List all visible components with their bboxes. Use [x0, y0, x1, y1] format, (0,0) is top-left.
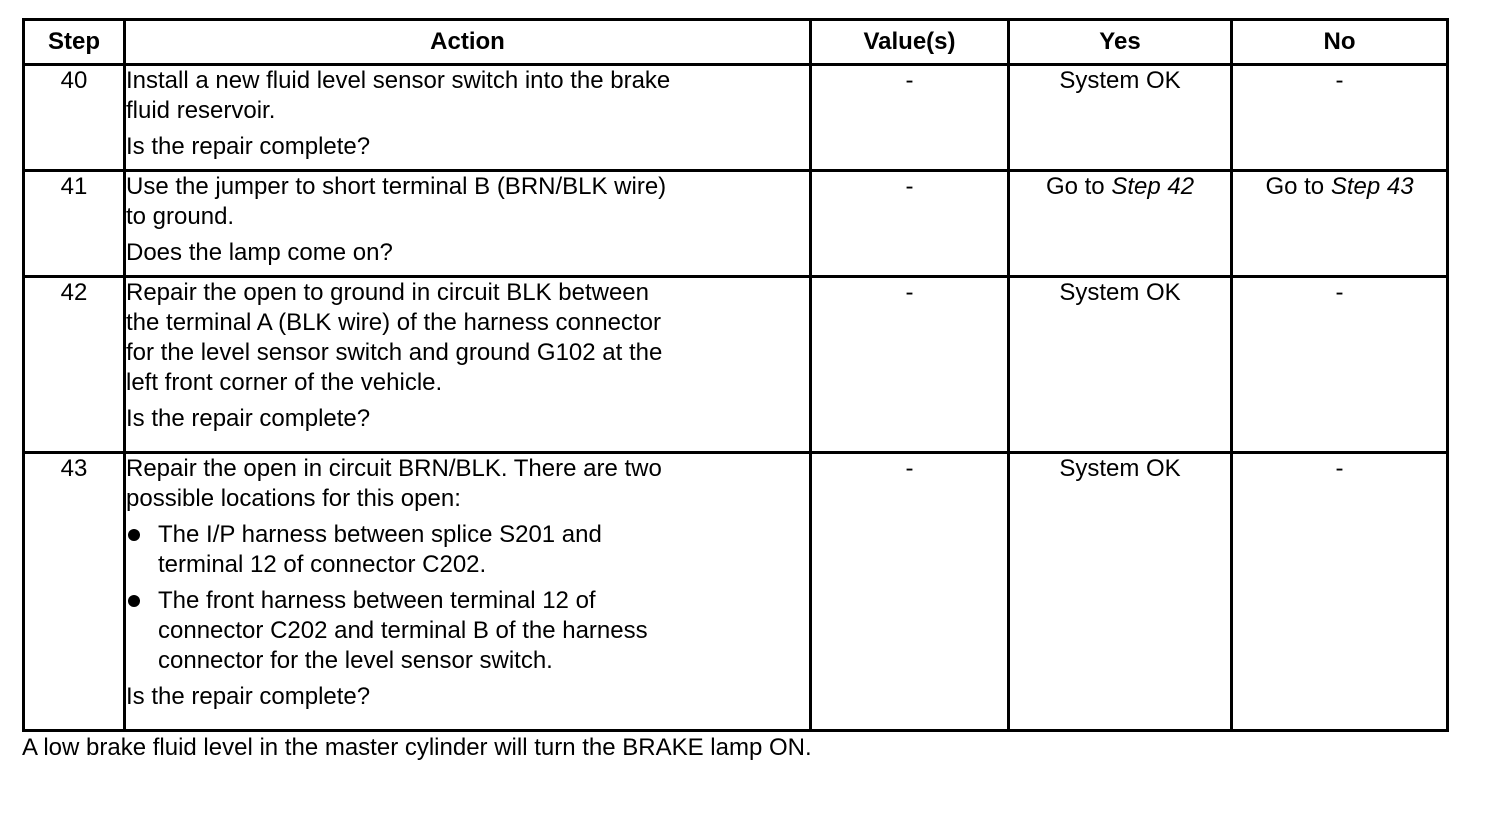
no-cell: [1232, 171, 1448, 277]
action-text: [126, 278, 809, 398]
yes-prefix: Go to: [1045, 173, 1112, 200]
header-values: Value(s): [811, 20, 1009, 65]
step-number: 41: [24, 171, 125, 277]
action-text: [126, 454, 809, 514]
yes-text: System OK: [1059, 67, 1181, 94]
bullet-item: [126, 520, 809, 580]
action-line: to ground.: [126, 203, 235, 230]
action-cell: [125, 453, 811, 731]
step-number: 43: [24, 453, 125, 731]
no-cell: [1232, 65, 1448, 171]
table-row: [24, 277, 1448, 453]
bullet-item: [126, 586, 809, 676]
values-cell: [811, 171, 1009, 277]
action-question: Is the repair complete?: [126, 133, 371, 160]
no-cell: [1232, 453, 1448, 731]
action-question: Does the lamp come on?: [126, 239, 393, 266]
table-row: [24, 171, 1448, 277]
header-action: Action: [125, 20, 811, 65]
bullet-line: The I/P harness between splice S201 and: [158, 521, 602, 548]
diagnostic-table: [22, 18, 1449, 732]
no-text: -: [1335, 67, 1344, 94]
values-text: -: [905, 455, 914, 482]
values-cell: [811, 277, 1009, 453]
no-text: -: [1335, 279, 1344, 306]
action-question: Is the repair complete?: [126, 405, 371, 432]
action-question: Is the repair complete?: [126, 683, 371, 710]
values-text: -: [905, 67, 914, 94]
no-cell: [1232, 277, 1448, 453]
header-yes: Yes: [1009, 20, 1232, 65]
action-line: possible locations for this open:: [126, 485, 461, 512]
action-line: Repair the open to ground in circuit BLK between: [126, 279, 649, 306]
action-line: the terminal A (BLK wire) of the harness connector: [126, 309, 661, 336]
action-cell: [125, 65, 811, 171]
values-text: -: [905, 173, 914, 200]
yes-cell: [1009, 65, 1232, 171]
no-prefix: Go to: [1265, 173, 1331, 200]
header-step: Step: [24, 20, 125, 65]
action-line: left front corner of the vehicle.: [126, 369, 443, 396]
step-number: 40: [24, 65, 125, 171]
bullet-line: connector for the level sensor switch.: [158, 647, 553, 674]
values-text: -: [905, 279, 914, 306]
action-line: Use the jumper to short terminal B (BRN/BLK wire): [126, 173, 667, 200]
action-cell: [125, 171, 811, 277]
footnote: A low brake fluid level in the master cylinder will turn the BRAKE lamp ON.: [22, 734, 812, 761]
header-no: No: [1232, 20, 1448, 65]
yes-cell: [1009, 277, 1232, 453]
bullet-line: terminal 12 of connector C202.: [158, 551, 487, 578]
values-cell: [811, 65, 1009, 171]
step-number: 42: [24, 277, 125, 453]
yes-cell: [1009, 171, 1232, 277]
action-line: for the level sensor switch and ground G102 at the: [126, 339, 663, 366]
action-line: Install a new fluid level sensor switch into the brake: [126, 67, 671, 94]
action-text: [126, 66, 809, 126]
bullet-icon: [128, 595, 140, 607]
yes-step-link[interactable]: Step 42: [1111, 173, 1195, 200]
yes-text: System OK: [1059, 279, 1181, 306]
bullet-icon: [128, 529, 140, 541]
table-row: [24, 453, 1448, 731]
no-text: -: [1335, 455, 1344, 482]
no-step-link[interactable]: Step 43: [1330, 173, 1414, 200]
bullet-line: connector C202 and terminal B of the harness: [158, 617, 648, 644]
table-row: [24, 65, 1448, 171]
action-line: fluid reservoir.: [126, 97, 276, 124]
yes-cell: [1009, 453, 1232, 731]
values-cell: [811, 453, 1009, 731]
action-cell: [125, 277, 811, 453]
yes-text: System OK: [1059, 455, 1181, 482]
header-row: [24, 20, 1448, 65]
action-text: [126, 172, 809, 232]
action-line: Repair the open in circuit BRN/BLK. There are two: [126, 455, 662, 482]
bullet-line: The front harness between terminal 12 of: [158, 587, 596, 614]
